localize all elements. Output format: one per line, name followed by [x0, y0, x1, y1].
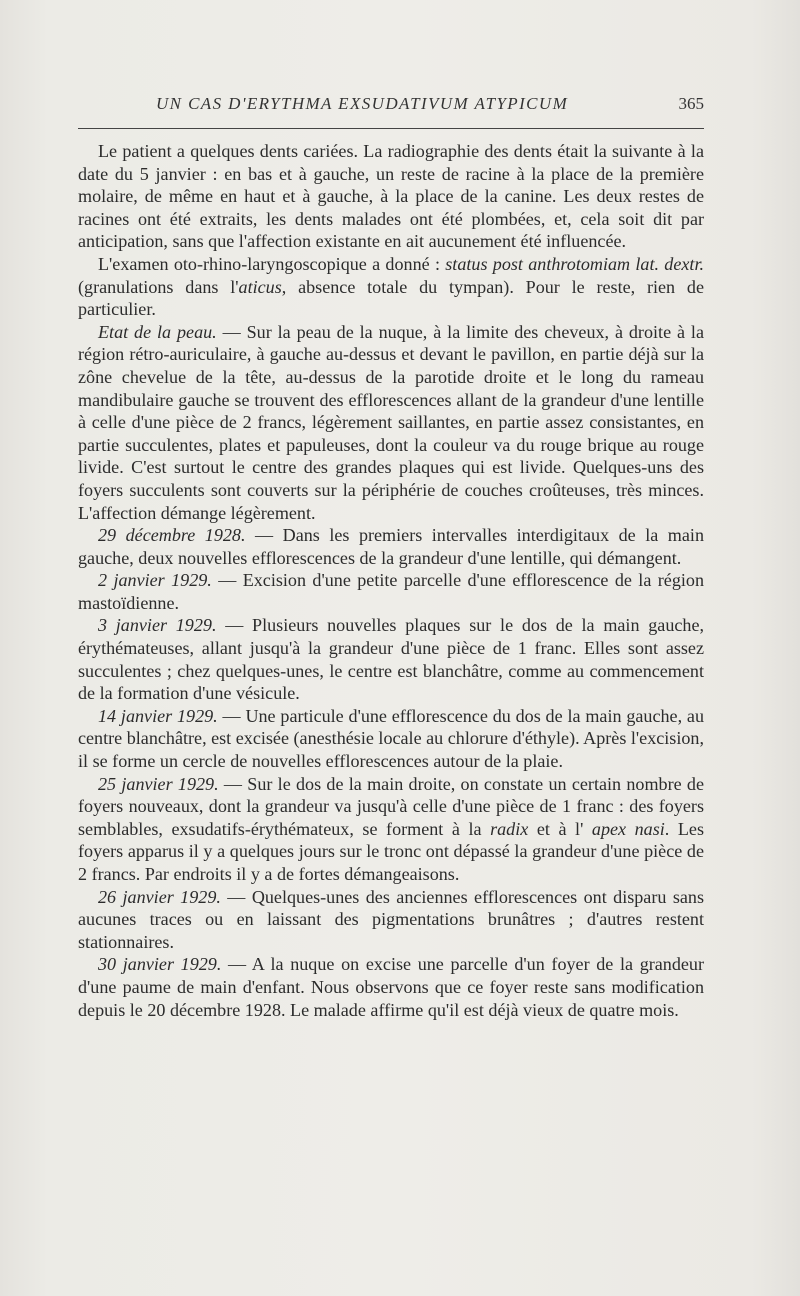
- paragraph: [78, 953, 704, 1021]
- italic-segment: 2 janvier 1929.: [98, 570, 212, 591]
- italic-segment: apex nasi: [591, 818, 665, 839]
- text-segment: — Quelques-unes des anciennes efflorescences ont disparu sans aucunes traces ou en laissant des pigmentations brunâtres ; d'autres restent stationnaires.: [78, 886, 704, 952]
- italic-segment: 26 janvier 1929.: [98, 886, 221, 907]
- text-segment: — Dans les premiers intervalles interdigitaux de la main gauche, deux nouvelles efflorescences de la grandeur d'une lentille, qui démangent.: [78, 525, 704, 568]
- header-rule: [78, 128, 704, 129]
- italic-segment: 30 janvier 1929.: [98, 954, 222, 975]
- text-segment: — Plusieurs nouvelles plaques sur le dos de la main gauche, érythémateuses, allant jusqu'à la grandeur d'une pièce de 1 franc. Elles sont assez succulentes ; chez quelques-unes, le centre est blanchâtre, comme au commencement de la formation d'une vésicule.: [78, 615, 704, 704]
- text-segment: (granulations dans l': [78, 276, 239, 297]
- text-segment: L'examen oto-rhino-laryngoscopique a donné :: [98, 253, 446, 274]
- italic-segment: 25 janvier 1929.: [98, 773, 219, 794]
- paragraph: [78, 253, 704, 321]
- text-segment: — Sur le dos de la main droite, on constate un certain nombre de foyers nouveaux, dont la grandeur va jusqu'à celle d'une pièce de 1 franc : des foyers semblables, exsudatifs-érythémateux, se forment à la: [78, 773, 704, 839]
- page-header: [78, 94, 704, 118]
- running-title: UN CAS D'ERYTHMA EXSUDATIVUM ATYPICUM: [156, 94, 569, 113]
- text-segment: , absence totale du tympan). Pour le reste, rien de particulier.: [78, 276, 704, 320]
- italic-segment: 29 décembre 1928.: [98, 525, 246, 546]
- paragraph: [78, 773, 704, 886]
- paragraph: [78, 321, 704, 524]
- paragraph: [78, 524, 704, 569]
- italic-segment: status post anthrotomiam lat. dextr.: [445, 253, 705, 274]
- text-segment: — Sur la peau de la nuque, à la limite des cheveux, à droite à la région rétro-auriculaire, à gauche au-dessus et devant le pavillon, en partie déjà sur la zône chevelue de la tête, au-dessus de la parotide droite et le long du rameau mandibulaire gauche se trouvent des efflorescences allant de la grandeur d'une lentille à celle d'une pièce de 2 francs, légèrement saillantes, en partie assez consistantes, en partie succulentes, plates et papuleuses, dont la couleur va du rouge brique au rouge livide. C'est surtout le centre des grandes plaques qui est livide. Quelques-uns des foyers succulents sont couverts sur la périphérie de couches croûteuses, très minces. L'affection démange légèrement.: [78, 321, 704, 523]
- paragraph: [78, 569, 704, 614]
- italic-segment: aticus: [238, 276, 282, 297]
- text-segment: — A la nuque on excise une parcelle d'un foyer de la grandeur d'une paume de main d'enfant. Nous observons que ce foyer reste sans modification depuis le 20 décembre 1928. Le malade affirme qu'il est déjà vieux de quatre mois.: [78, 954, 704, 1020]
- text-segment: — Une particule d'une efflorescence du dos de la main gauche, au centre blanchâtre, est excisée (anesthésie locale au chlorure d'éthyle). Après l'excision, il se forme un cercle de nouvelles efflorescences autour de la plaie.: [78, 705, 704, 772]
- paragraph: [78, 705, 704, 773]
- paragraph: [78, 614, 704, 704]
- text-segment: et à l': [528, 818, 592, 839]
- text-segment: Le patient a quelques dents cariées. La radiographie des dents était la suivante à la date du 5 janvier : en bas et à gauche, un reste de racine à la place de la première molaire, de même en haut et à gauche, à la place de la canine. Les deux restes de racines ont été extraits, les dents malades ont été plombées, et, cela soit dit par anticipation, sans que l'affection existante en ait aucunement été influencée.: [78, 141, 704, 252]
- italic-segment: radix: [490, 818, 529, 839]
- paragraph: [78, 886, 704, 954]
- page-number: 365: [678, 94, 704, 113]
- body-text: [78, 140, 704, 1021]
- text-segment: . Les foyers apparus il y a quelques jours sur le tronc ont dépassé la grandeur d'une pièce de 2 francs. Par endroits il y a de fortes démangeaisons.: [78, 818, 704, 884]
- italic-segment: Etat de la peau.: [98, 321, 217, 342]
- paragraph: [78, 140, 704, 253]
- italic-segment: 14 janvier 1929.: [98, 705, 218, 726]
- italic-segment: 3 janvier 1929.: [98, 615, 217, 636]
- text-segment: — Excision d'une petite parcelle d'une efflorescence de la région mastoïdienne.: [78, 570, 704, 613]
